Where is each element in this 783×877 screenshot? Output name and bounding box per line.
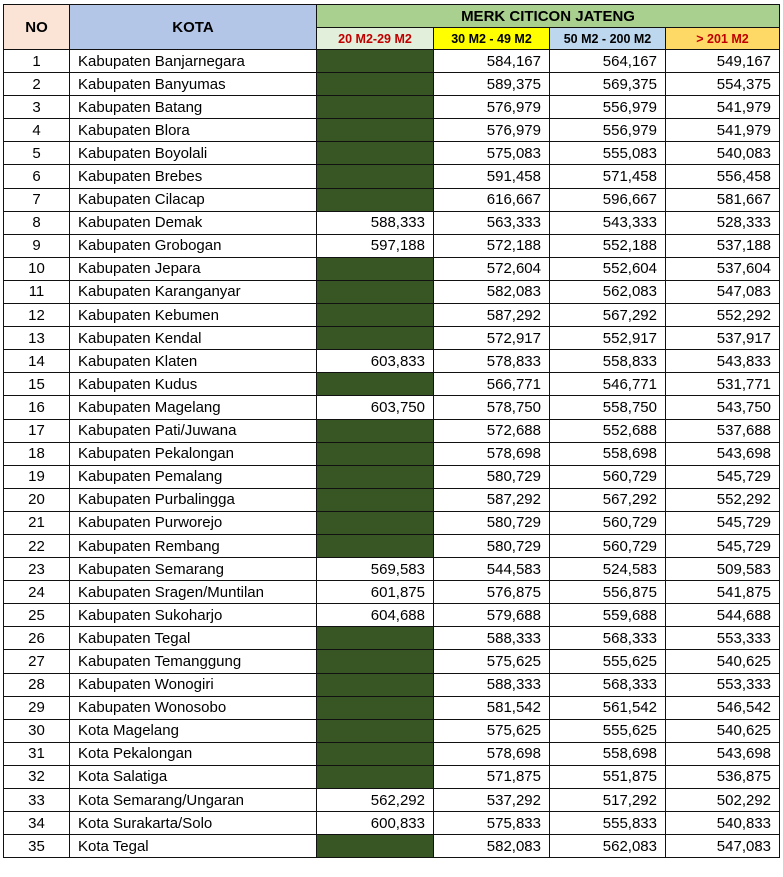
cell-price-30-49: 587,292 (434, 304, 550, 327)
cell-price-201: 556,458 (666, 165, 780, 188)
cell-price-30-49: 582,083 (434, 835, 550, 858)
cell-price-20-29-empty (317, 442, 434, 465)
cell-price-20-29-empty (317, 73, 434, 96)
cell-price-30-49: 588,333 (434, 673, 550, 696)
price-table (3, 4, 780, 858)
cell-no: 16 (4, 396, 70, 419)
cell-no: 21 (4, 511, 70, 534)
cell-no: 19 (4, 465, 70, 488)
cell-price-201: 543,750 (666, 396, 780, 419)
cell-price-30-49: 576,979 (434, 119, 550, 142)
cell-price-30-49: 580,729 (434, 534, 550, 557)
cell-no: 1 (4, 50, 70, 73)
cell-price-30-49: 587,292 (434, 488, 550, 511)
cell-price-30-49: 571,875 (434, 765, 550, 788)
cell-price-50-200: 596,667 (550, 188, 666, 211)
table-row (4, 304, 780, 327)
cell-price-30-49: 575,083 (434, 142, 550, 165)
cell-price-201: 554,375 (666, 73, 780, 96)
cell-kota: Kabupaten Batang (70, 96, 317, 119)
table-row (4, 627, 780, 650)
cell-kota: Kabupaten Brebes (70, 165, 317, 188)
cell-kota: Kabupaten Kudus (70, 373, 317, 396)
cell-price-201: 537,188 (666, 234, 780, 257)
table-row (4, 511, 780, 534)
cell-no: 11 (4, 280, 70, 303)
cell-no: 5 (4, 142, 70, 165)
cell-kota: Kabupaten Jepara (70, 257, 317, 280)
cell-price-30-49: 578,833 (434, 350, 550, 373)
cell-no: 13 (4, 327, 70, 350)
cell-price-30-49: 616,667 (434, 188, 550, 211)
cell-price-30-49: 566,771 (434, 373, 550, 396)
cell-price-201: 549,167 (666, 50, 780, 73)
cell-no: 34 (4, 812, 70, 835)
cell-kota: Kabupaten Demak (70, 211, 317, 234)
table-row (4, 119, 780, 142)
header-merk: MERK CITICON JATENG (317, 5, 780, 28)
cell-price-20-29-empty (317, 327, 434, 350)
cell-kota: Kabupaten Temanggung (70, 650, 317, 673)
cell-price-30-49: 589,375 (434, 73, 550, 96)
cell-price-201: 537,688 (666, 419, 780, 442)
table-body (4, 50, 780, 858)
cell-no: 10 (4, 257, 70, 280)
cell-price-30-49: 578,750 (434, 396, 550, 419)
cell-price-30-49: 578,698 (434, 742, 550, 765)
cell-price-20-29: 600,833 (317, 812, 434, 835)
cell-price-20-29: 588,333 (317, 211, 434, 234)
cell-price-50-200: 556,875 (550, 581, 666, 604)
table-row (4, 765, 780, 788)
table-row (4, 742, 780, 765)
cell-no: 32 (4, 765, 70, 788)
cell-kota: Kabupaten Sragen/Muntilan (70, 581, 317, 604)
table-row (4, 280, 780, 303)
table-row (4, 142, 780, 165)
cell-price-50-200: 562,083 (550, 280, 666, 303)
cell-price-50-200: 546,771 (550, 373, 666, 396)
table-row (4, 165, 780, 188)
header-size-20-29: 20 M2-29 M2 (317, 28, 434, 50)
table-row (4, 789, 780, 812)
cell-no: 17 (4, 419, 70, 442)
cell-price-50-200: 555,833 (550, 812, 666, 835)
cell-price-20-29: 597,188 (317, 234, 434, 257)
cell-price-30-49: 572,917 (434, 327, 550, 350)
cell-kota: Kabupaten Pati/Juwana (70, 419, 317, 442)
cell-price-20-29: 569,583 (317, 558, 434, 581)
cell-price-201: 553,333 (666, 627, 780, 650)
cell-price-201: 540,625 (666, 719, 780, 742)
table-row (4, 50, 780, 73)
cell-no: 9 (4, 234, 70, 257)
cell-no: 6 (4, 165, 70, 188)
cell-price-50-200: 567,292 (550, 488, 666, 511)
cell-price-30-49: 576,875 (434, 581, 550, 604)
cell-kota: Kabupaten Magelang (70, 396, 317, 419)
cell-price-201: 545,729 (666, 534, 780, 557)
cell-kota: Kota Semarang/Ungaran (70, 789, 317, 812)
cell-price-20-29: 604,688 (317, 604, 434, 627)
cell-kota: Kabupaten Purworejo (70, 511, 317, 534)
cell-no: 28 (4, 673, 70, 696)
cell-kota: Kabupaten Sukoharjo (70, 604, 317, 627)
cell-no: 2 (4, 73, 70, 96)
cell-price-30-49: 572,188 (434, 234, 550, 257)
table-row (4, 396, 780, 419)
cell-price-50-200: 569,375 (550, 73, 666, 96)
cell-price-50-200: 556,979 (550, 119, 666, 142)
cell-price-50-200: 560,729 (550, 465, 666, 488)
cell-kota: Kota Pekalongan (70, 742, 317, 765)
cell-price-201: 541,875 (666, 581, 780, 604)
cell-no: 25 (4, 604, 70, 627)
cell-price-201: 544,688 (666, 604, 780, 627)
cell-price-50-200: 555,625 (550, 650, 666, 673)
cell-price-201: 502,292 (666, 789, 780, 812)
cell-kota: Kabupaten Pemalang (70, 465, 317, 488)
header-size-50-200: 50 M2 - 200 M2 (550, 28, 666, 50)
cell-price-30-49: 591,458 (434, 165, 550, 188)
table-row (4, 534, 780, 557)
cell-price-201: 553,333 (666, 673, 780, 696)
cell-no: 22 (4, 534, 70, 557)
table-row (4, 488, 780, 511)
table-row (4, 211, 780, 234)
cell-price-30-49: 580,729 (434, 511, 550, 534)
cell-price-20-29-empty (317, 534, 434, 557)
cell-price-30-49: 580,729 (434, 465, 550, 488)
cell-price-30-49: 584,167 (434, 50, 550, 73)
header-kota: KOTA (70, 5, 317, 50)
cell-price-50-200: 562,083 (550, 835, 666, 858)
table-row (4, 696, 780, 719)
cell-price-20-29-empty (317, 304, 434, 327)
cell-price-201: 547,083 (666, 835, 780, 858)
table-row (4, 96, 780, 119)
cell-price-201: 545,729 (666, 465, 780, 488)
cell-price-50-200: 556,979 (550, 96, 666, 119)
cell-no: 29 (4, 696, 70, 719)
cell-kota: Kabupaten Karanganyar (70, 280, 317, 303)
cell-price-20-29-empty (317, 696, 434, 719)
cell-kota: Kabupaten Purbalingga (70, 488, 317, 511)
cell-price-201: 528,333 (666, 211, 780, 234)
cell-no: 15 (4, 373, 70, 396)
cell-price-20-29-empty (317, 257, 434, 280)
cell-price-50-200: 571,458 (550, 165, 666, 188)
table-row (4, 188, 780, 211)
cell-kota: Kabupaten Pekalongan (70, 442, 317, 465)
cell-kota: Kota Surakarta/Solo (70, 812, 317, 835)
cell-no: 26 (4, 627, 70, 650)
cell-price-50-200: 552,188 (550, 234, 666, 257)
cell-price-201: 540,833 (666, 812, 780, 835)
cell-kota: Kota Tegal (70, 835, 317, 858)
cell-price-50-200: 552,604 (550, 257, 666, 280)
header-no: NO (4, 5, 70, 50)
cell-kota: Kota Magelang (70, 719, 317, 742)
cell-kota: Kabupaten Tegal (70, 627, 317, 650)
cell-price-50-200: 551,875 (550, 765, 666, 788)
cell-no: 3 (4, 96, 70, 119)
table-row (4, 604, 780, 627)
cell-price-30-49: 572,604 (434, 257, 550, 280)
cell-price-20-29-empty (317, 50, 434, 73)
cell-price-201: 541,979 (666, 119, 780, 142)
cell-price-20-29-empty (317, 373, 434, 396)
cell-price-50-200: 555,625 (550, 719, 666, 742)
cell-price-50-200: 568,333 (550, 673, 666, 696)
cell-price-201: 543,833 (666, 350, 780, 373)
cell-no: 7 (4, 188, 70, 211)
cell-price-201: 537,917 (666, 327, 780, 350)
cell-price-20-29-empty (317, 650, 434, 673)
table-row (4, 419, 780, 442)
cell-price-20-29: 601,875 (317, 581, 434, 604)
cell-price-20-29-empty (317, 765, 434, 788)
cell-kota: Kabupaten Klaten (70, 350, 317, 373)
cell-price-50-200: 558,833 (550, 350, 666, 373)
cell-price-30-49: 581,542 (434, 696, 550, 719)
cell-price-50-200: 558,698 (550, 442, 666, 465)
cell-price-201: 545,729 (666, 511, 780, 534)
table-row (4, 73, 780, 96)
table-row (4, 581, 780, 604)
cell-kota: Kabupaten Cilacap (70, 188, 317, 211)
cell-price-20-29-empty (317, 280, 434, 303)
table-row (4, 257, 780, 280)
cell-price-20-29-empty (317, 142, 434, 165)
header-size-30-49: 30 M2 - 49 M2 (434, 28, 550, 50)
cell-price-201: 543,698 (666, 742, 780, 765)
cell-price-50-200: 560,729 (550, 511, 666, 534)
cell-no: 30 (4, 719, 70, 742)
cell-price-50-200: 552,688 (550, 419, 666, 442)
cell-price-30-49: 582,083 (434, 280, 550, 303)
cell-price-30-49: 588,333 (434, 627, 550, 650)
cell-price-20-29-empty (317, 419, 434, 442)
cell-price-201: 509,583 (666, 558, 780, 581)
cell-kota: Kabupaten Banyumas (70, 73, 317, 96)
cell-price-201: 546,542 (666, 696, 780, 719)
cell-no: 31 (4, 742, 70, 765)
cell-price-50-200: 559,688 (550, 604, 666, 627)
cell-price-20-29: 562,292 (317, 789, 434, 812)
cell-price-20-29-empty (317, 511, 434, 534)
cell-price-30-49: 572,688 (434, 419, 550, 442)
cell-kota: Kabupaten Grobogan (70, 234, 317, 257)
cell-price-201: 531,771 (666, 373, 780, 396)
table-row (4, 835, 780, 858)
cell-price-20-29-empty (317, 96, 434, 119)
table-row (4, 350, 780, 373)
cell-price-30-49: 578,698 (434, 442, 550, 465)
table-row (4, 373, 780, 396)
cell-price-30-49: 576,979 (434, 96, 550, 119)
cell-price-30-49: 537,292 (434, 789, 550, 812)
cell-price-201: 540,625 (666, 650, 780, 673)
cell-kota: Kota Salatiga (70, 765, 317, 788)
cell-price-20-29-empty (317, 488, 434, 511)
cell-price-30-49: 579,688 (434, 604, 550, 627)
table-row (4, 719, 780, 742)
cell-price-20-29: 603,833 (317, 350, 434, 373)
cell-price-20-29-empty (317, 165, 434, 188)
cell-price-30-49: 563,333 (434, 211, 550, 234)
table-row (4, 673, 780, 696)
cell-price-30-49: 575,625 (434, 719, 550, 742)
cell-price-50-200: 560,729 (550, 534, 666, 557)
cell-no: 24 (4, 581, 70, 604)
cell-price-201: 581,667 (666, 188, 780, 211)
cell-price-20-29: 603,750 (317, 396, 434, 419)
cell-price-50-200: 564,167 (550, 50, 666, 73)
cell-kota: Kabupaten Wonosobo (70, 696, 317, 719)
cell-price-201: 552,292 (666, 304, 780, 327)
cell-price-30-49: 575,833 (434, 812, 550, 835)
cell-price-201: 543,698 (666, 442, 780, 465)
table-row (4, 812, 780, 835)
cell-no: 20 (4, 488, 70, 511)
cell-price-201: 541,979 (666, 96, 780, 119)
table-row (4, 465, 780, 488)
cell-price-50-200: 555,083 (550, 142, 666, 165)
cell-price-20-29-empty (317, 465, 434, 488)
table-row (4, 234, 780, 257)
cell-price-20-29-empty (317, 188, 434, 211)
table-row (4, 558, 780, 581)
cell-kota: Kabupaten Wonogiri (70, 673, 317, 696)
cell-price-50-200: 558,750 (550, 396, 666, 419)
cell-price-201: 537,604 (666, 257, 780, 280)
cell-price-20-29-empty (317, 835, 434, 858)
cell-price-50-200: 552,917 (550, 327, 666, 350)
cell-price-50-200: 543,333 (550, 211, 666, 234)
table-row (4, 327, 780, 350)
cell-kota: Kabupaten Rembang (70, 534, 317, 557)
cell-no: 18 (4, 442, 70, 465)
cell-no: 33 (4, 789, 70, 812)
cell-no: 8 (4, 211, 70, 234)
cell-no: 12 (4, 304, 70, 327)
cell-price-50-200: 558,698 (550, 742, 666, 765)
cell-price-50-200: 524,583 (550, 558, 666, 581)
cell-price-50-200: 561,542 (550, 696, 666, 719)
cell-kota: Kabupaten Blora (70, 119, 317, 142)
cell-kota: Kabupaten Boyolali (70, 142, 317, 165)
cell-no: 4 (4, 119, 70, 142)
header-size-201: > 201 M2 (666, 28, 780, 50)
cell-price-20-29-empty (317, 719, 434, 742)
cell-kota: Kabupaten Kendal (70, 327, 317, 350)
table-row (4, 650, 780, 673)
cell-no: 27 (4, 650, 70, 673)
cell-no: 23 (4, 558, 70, 581)
cell-price-50-200: 517,292 (550, 789, 666, 812)
cell-price-50-200: 568,333 (550, 627, 666, 650)
cell-kota: Kabupaten Kebumen (70, 304, 317, 327)
cell-price-201: 536,875 (666, 765, 780, 788)
cell-price-201: 547,083 (666, 280, 780, 303)
cell-kota: Kabupaten Semarang (70, 558, 317, 581)
cell-kota: Kabupaten Banjarnegara (70, 50, 317, 73)
cell-no: 35 (4, 835, 70, 858)
cell-no: 14 (4, 350, 70, 373)
cell-price-30-49: 544,583 (434, 558, 550, 581)
cell-price-20-29-empty (317, 673, 434, 696)
cell-price-20-29-empty (317, 627, 434, 650)
cell-price-20-29-empty (317, 742, 434, 765)
cell-price-50-200: 567,292 (550, 304, 666, 327)
cell-price-201: 552,292 (666, 488, 780, 511)
cell-price-30-49: 575,625 (434, 650, 550, 673)
table-row (4, 442, 780, 465)
cell-price-201: 540,083 (666, 142, 780, 165)
cell-price-20-29-empty (317, 119, 434, 142)
